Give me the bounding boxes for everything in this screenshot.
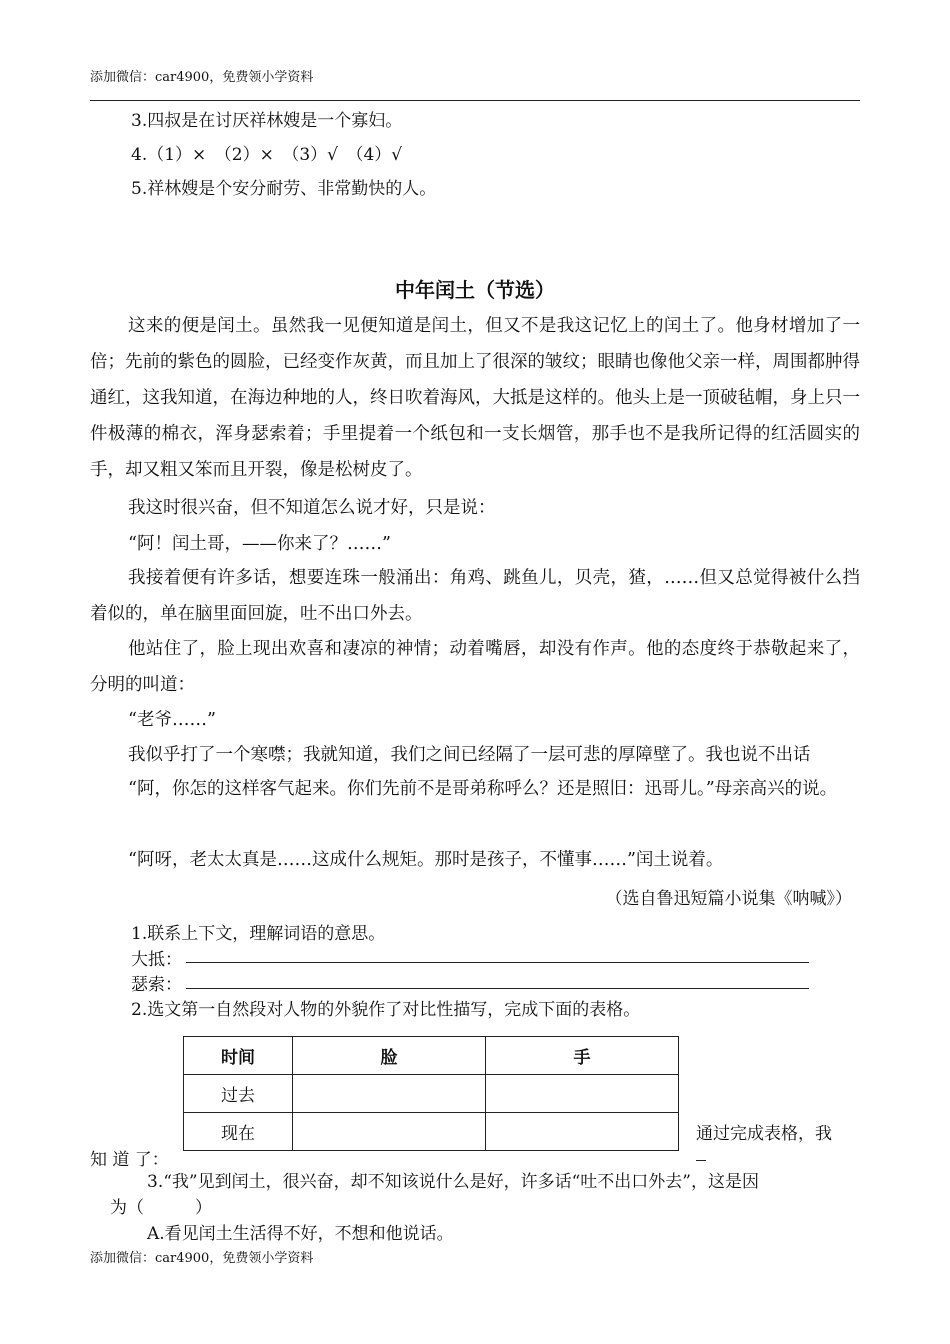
question-3-answer-slot: 为（ ）	[110, 1198, 212, 1218]
paragraph-4: 我接着便有许多话，想要连珠一般涌出：角鸡、跳鱼儿，贝壳，猹，……但又总觉得被什么挡着似的，单在脑里面回旋，吐不出口外去。	[90, 568, 860, 624]
row-label-now: 现在	[184, 1113, 293, 1151]
page-footer: 添加微信：car4900，免费领小学资料	[90, 1251, 314, 1266]
question-3: 3.“我”见到闰土，很兴奋，却不知该说什么是好，许多话“吐不出口外去”，这是因	[147, 1172, 759, 1192]
header-divider	[90, 100, 860, 101]
term-1-answer-line[interactable]	[186, 962, 809, 963]
header-hand: 手	[486, 1037, 679, 1075]
cell-past-hand[interactable]	[486, 1075, 679, 1113]
row-label-past: 过去	[184, 1075, 293, 1113]
header-time: 时间	[184, 1037, 293, 1075]
paragraph-5: 他站住了，脸上现出欢喜和凄凉的神情；动着嘴唇，却没有作声。他的态度终于恭敬起来了，分明的叫道：	[90, 639, 860, 695]
question-2: 2.选文第一自然段对人物的外貌作了对比性描写，完成下面的表格。	[131, 1000, 641, 1020]
article-source: （选自鲁迅短篇小说集《呐喊》）	[605, 889, 852, 909]
table-row	[184, 1075, 679, 1113]
paragraph-7: 我似乎打了一个寒噤；我就知道，我们之间已经隔了一层可悲的厚障壁了。我也说不出话	[128, 745, 811, 765]
question-1: 1.联系上下文，理解词语的意思。	[131, 924, 386, 944]
answer-4: 4.（1）× （2）× （3）√ （4）√	[131, 145, 403, 165]
table-header-row	[184, 1037, 679, 1075]
term-2-label: 瑟索：	[131, 975, 182, 995]
comparison-table	[183, 1036, 679, 1151]
page-header: 添加微信：car4900，免费领小学资料	[90, 70, 314, 85]
paragraph-3: “阿！闰土哥，——你来了？……”	[128, 534, 391, 554]
term-1-label: 大抵：	[131, 950, 182, 970]
answer-3: 3.四叔是在讨厌祥林嫂是一个寡妇。	[131, 111, 403, 131]
paragraph-2: 我这时很兴奋，但不知道怎么说才好，只是说：	[128, 498, 496, 518]
article-title: 中年闰土（节选）	[395, 278, 555, 302]
paragraph-8: “阿，你怎的这样客气起来。你们先前不是哥弟称呼么？还是照旧：迅哥儿。”母亲高兴的说。	[128, 779, 838, 799]
table-conclusion-left: 知 道 了：	[90, 1150, 169, 1170]
paragraph-9: “阿呀，老太太真是……这成什么规矩。那时是孩子，不懂事……”闰土说着。	[128, 850, 724, 870]
paragraph-6: “老爷……”	[128, 710, 216, 730]
header-face: 脸	[293, 1037, 486, 1075]
question-3-option-a: A.看见闰土生活得不好，不想和他说话。	[147, 1224, 454, 1244]
cell-past-face[interactable]	[293, 1075, 486, 1113]
table-conclusion-right: 通过完成表格，我	[696, 1124, 832, 1144]
term-2-answer-line[interactable]	[186, 988, 809, 989]
cell-now-hand[interactable]	[486, 1113, 679, 1151]
paragraph-1: 这来的便是闰土。虽然我一见便知道是闰土，但又不是我这记忆上的闰土了。他身材增加了一倍；先前的紫色的圆脸，已经变作灰黄，而且加上了很深的皱纹；眼睛也像他父亲一样，周围都肿得通红，这我知道，在海边种地的人，终日吹着海风，大抵是这样的。他头上是一顶破毡帽，身上只一件极薄的棉衣，浑身瑟索着；手里提着一个纸包和一支长烟管，那手也不是我所记得的红活圆实的手，却又粗又笨而且开裂，像是松树皮了。	[90, 316, 860, 480]
conclusion-answer-line[interactable]	[696, 1160, 706, 1161]
table-row	[184, 1113, 679, 1151]
cell-now-face[interactable]	[293, 1113, 486, 1151]
answer-5: 5.祥林嫂是个安分耐劳、非常勤快的人。	[131, 179, 437, 199]
